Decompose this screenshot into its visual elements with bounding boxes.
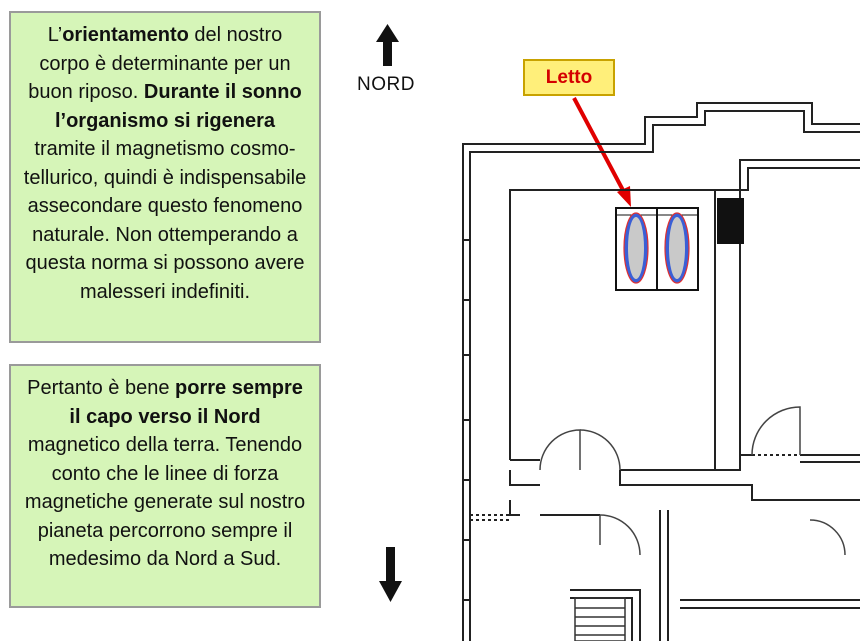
double-bed-icon <box>616 208 698 290</box>
box1-text-rest: del nostro corpo è determinante per un buon riposo. <box>28 24 291 103</box>
box2-text-start: Pertanto è bene <box>27 377 176 399</box>
arrow-up-icon <box>376 24 399 66</box>
box1-bold-sonno: Durante il sonno l’organismo si rigenera <box>54 81 302 132</box>
arrow-down-icon <box>379 547 402 602</box>
box2-text-end: magnetico della terra. Tenendo conto che le linee di forza magnetiche generate sul nostro pianeta percorrono sempre il medesimo da Nord a Sud. <box>24 434 306 570</box>
box1-text-end: tramite il magnetismo cosmo-tellurico, quindi è indispensabile assecondare questo fenomeno naturale. Non ottemperando a questa norma si possono avere malesseri indefiniti. <box>23 138 307 303</box>
walls <box>463 103 860 641</box>
box1-bold-orientamento: orientamento <box>62 24 189 46</box>
box2-bold-capo-nord: porre sempre il capo verso il Nord <box>69 377 303 428</box>
letto-label: Letto <box>523 59 615 96</box>
nord-label: NORD <box>357 74 415 95</box>
stairs <box>575 598 625 641</box>
box1-text-start: L’ <box>47 24 63 46</box>
door-swings <box>540 407 845 555</box>
flue-block <box>717 198 744 244</box>
